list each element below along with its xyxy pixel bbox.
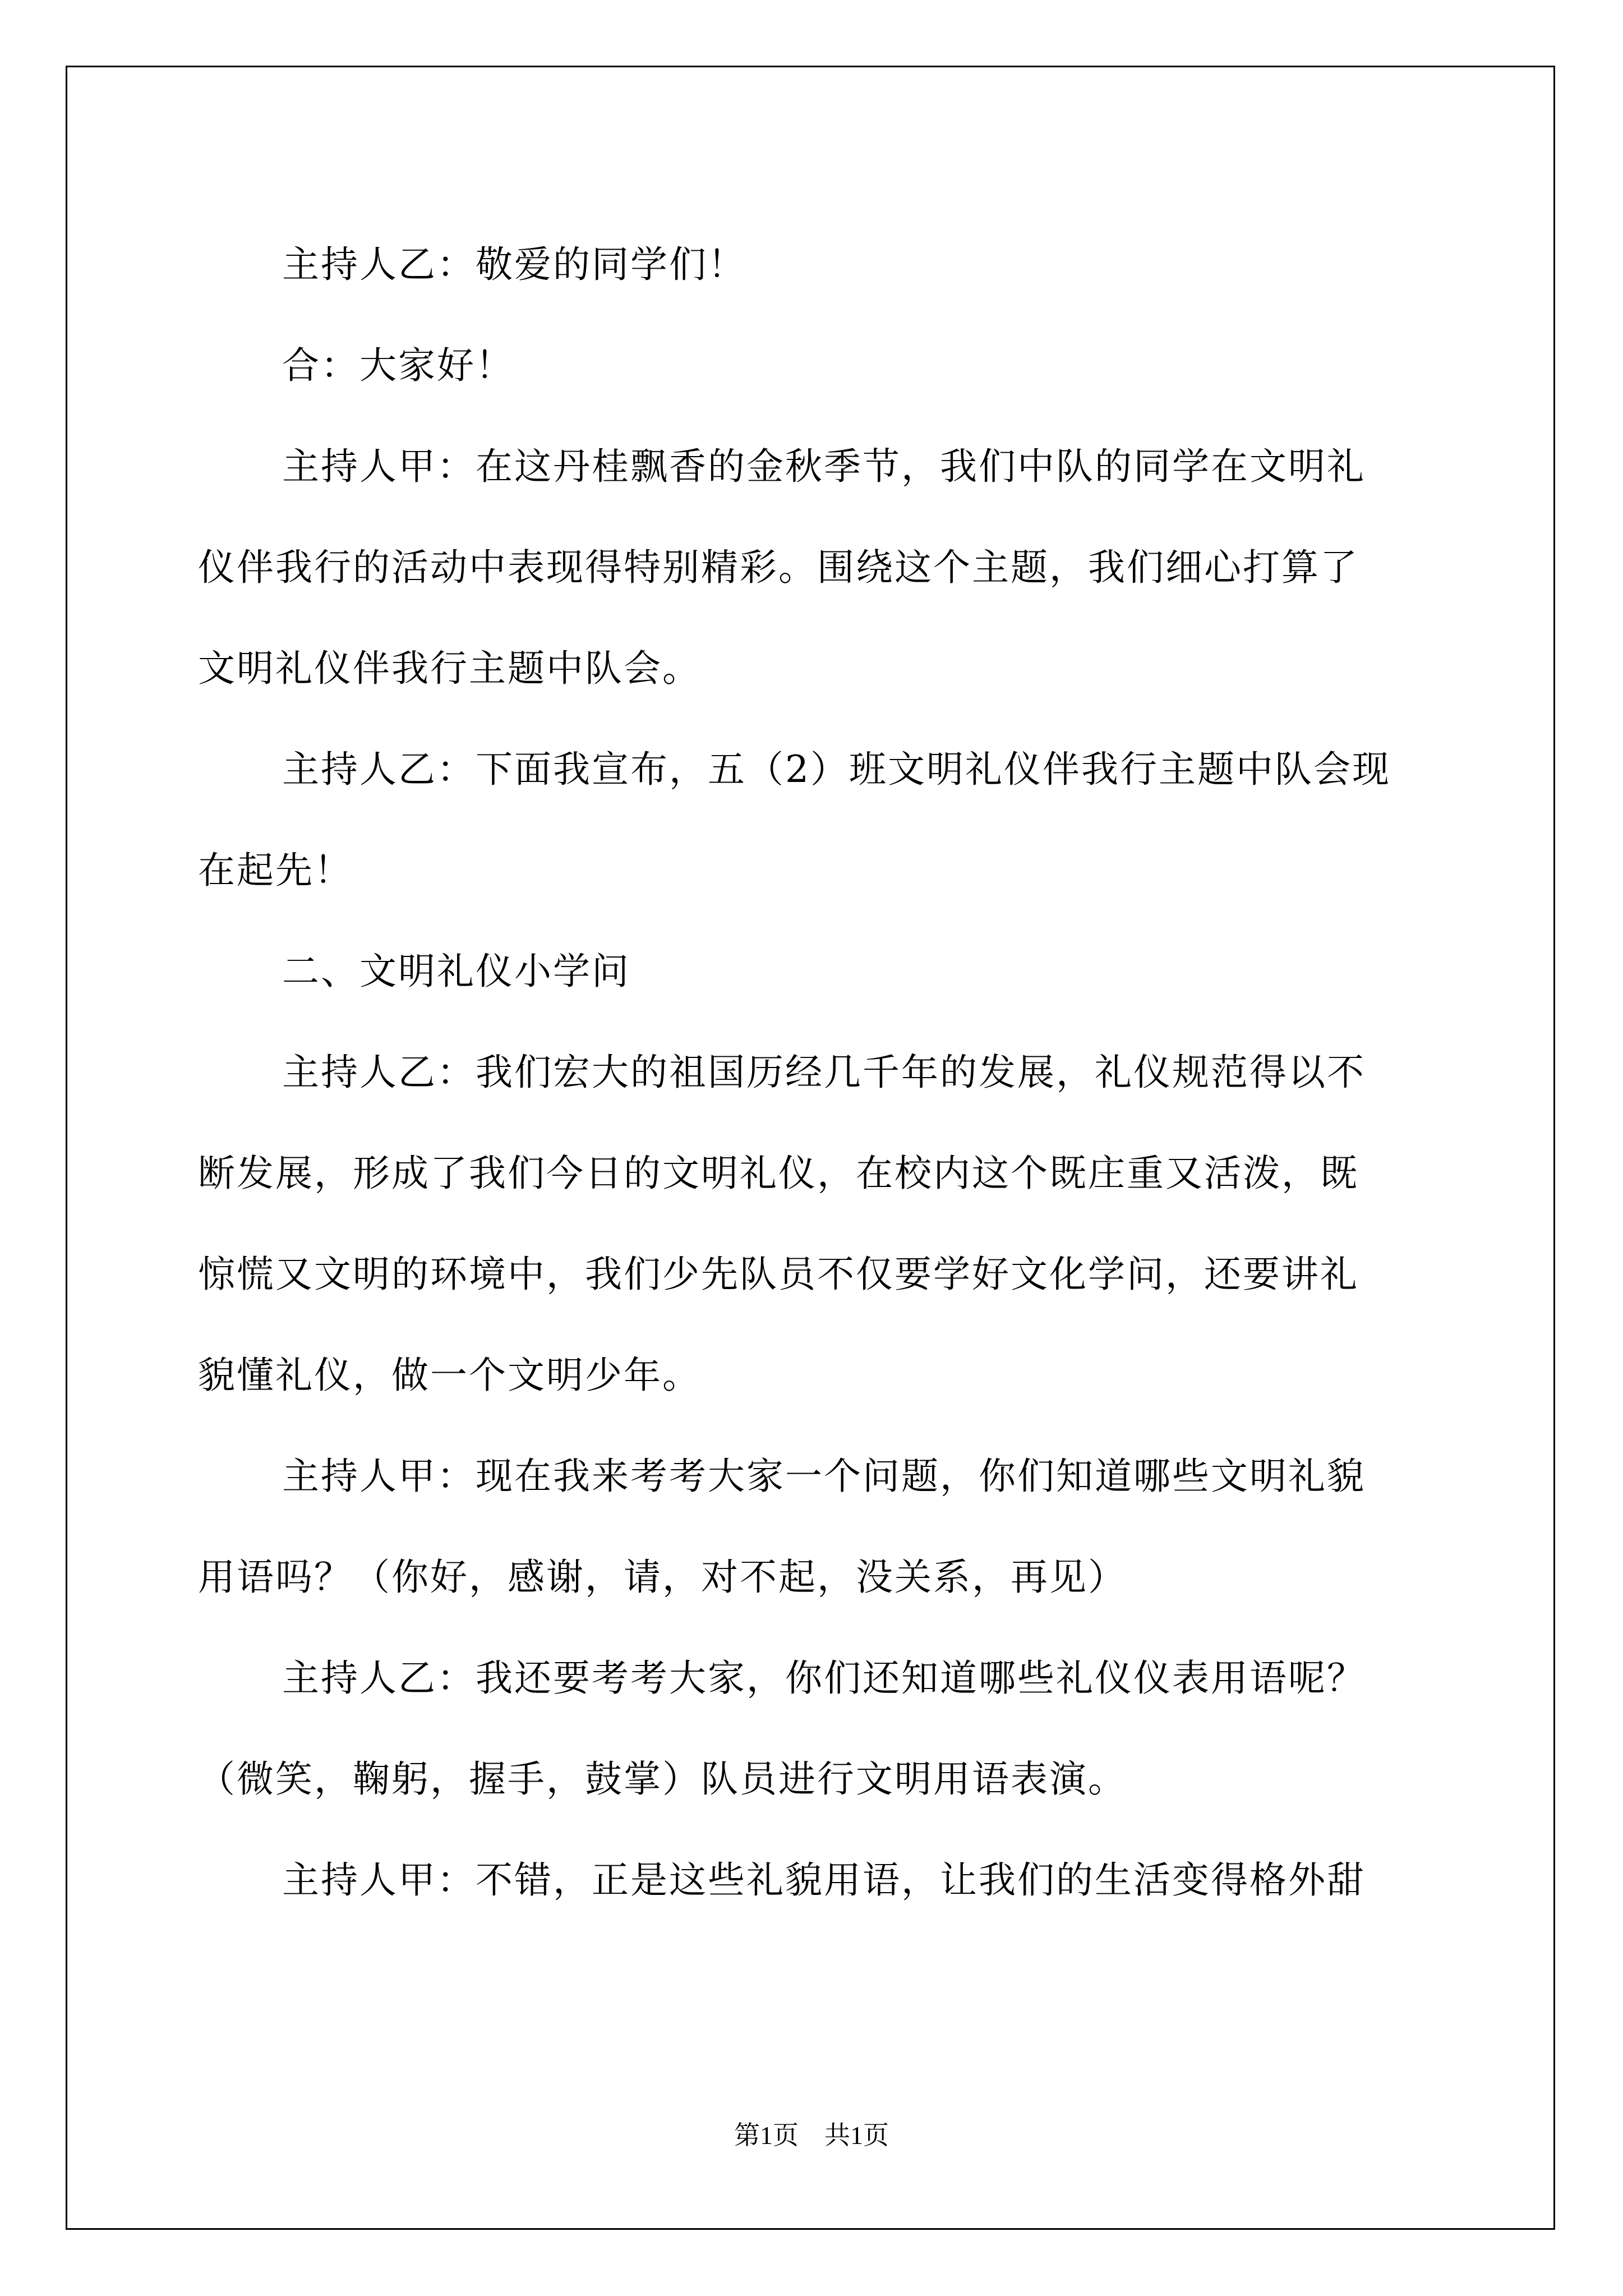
text-line: 用语吗？（你好，感谢，请，对不起，没关系，再见） — [198, 1556, 1127, 1599]
text-line: 主持人乙：下面我宣布，五（2）班文明礼仪伴我行主题中队会现 — [282, 748, 1391, 791]
text-line: 惊慌又文明的环境中，我们少先队员不仅要学好文化学问，还要讲礼 — [198, 1253, 1359, 1296]
text-line: 主持人乙：我还要考考大家，你们还知道哪些礼仪仪表用语呢？ — [282, 1657, 1366, 1700]
text-line: 主持人甲：不错，正是这些礼貌用语，让我们的生活变得格外甜 — [282, 1858, 1366, 1902]
text-line: 主持人乙：敬爱的同学们！ — [282, 243, 746, 286]
text-line: 断发展，形成了我们今日的文明礼仪，在校内这个既庄重又活泼，既 — [198, 1152, 1359, 1195]
text-line: （微笑，鞠躬，握手，鼓掌）队员进行文明用语表演。 — [198, 1757, 1127, 1801]
page-footer: 第1页 共1页 — [734, 2121, 889, 2150]
text-line: 二、文明礼仪小学问 — [282, 950, 630, 993]
text-line: 貌懂礼仪，做一个文明少年。 — [198, 1354, 701, 1397]
text-line: 主持人乙：我们宏大的祖国历经几千年的发展，礼仪规范得以不 — [282, 1051, 1366, 1094]
text-line: 合：大家好！ — [282, 344, 514, 387]
text-line: 主持人甲：在这丹桂飘香的金秋季节，我们中队的同学在文明礼 — [282, 445, 1366, 488]
text-line: 文明礼仪伴我行主题中队会。 — [198, 647, 701, 690]
text-line: 在起先！ — [198, 849, 353, 892]
document-body — [198, 214, 1432, 1931]
text-line: 仪伴我行的活动中表现得特别精彩。围绕这个主题，我们细心打算了 — [198, 546, 1359, 589]
text-line: 主持人甲：现在我来考考大家一个问题，你们知道哪些文明礼貌 — [282, 1455, 1366, 1498]
